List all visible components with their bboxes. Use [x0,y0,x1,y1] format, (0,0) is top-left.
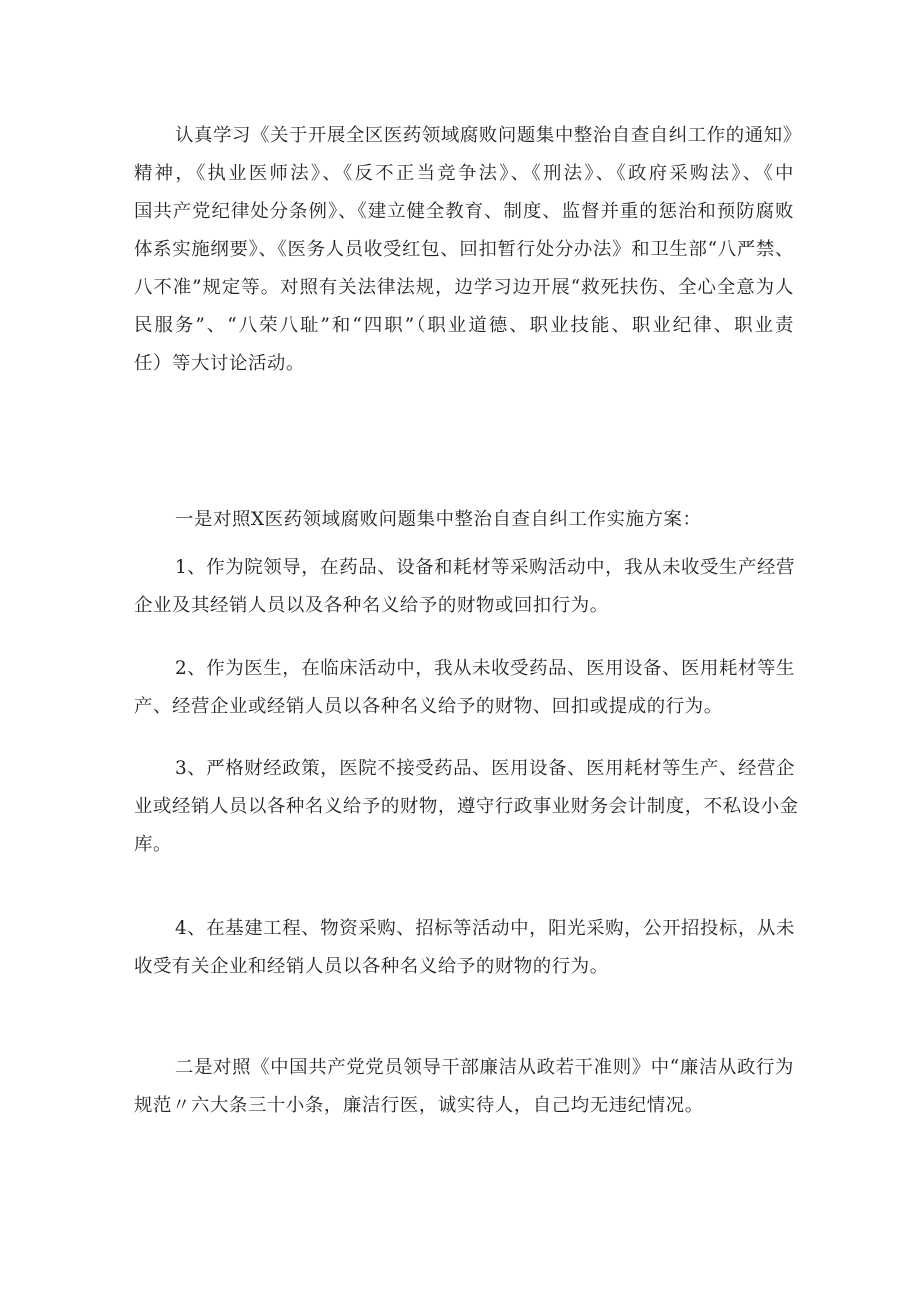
text-line: 任）等大讨论活动。 [134,353,305,374]
text-line: 产、经营企业或经销人员以各种名义给予的财物、回扣或提成的行为。 [134,696,723,717]
paragraph-item-2 [134,650,794,726]
text-line: 规范〃六大条三十小条，廉洁行医，诚实待人，自己均无违纪情况。 [134,1095,704,1116]
text-line: 4、在基建工程、物资采购、招标等活动中，阳光采购，公开招投标，从未 [175,918,796,939]
text-line: 企业及其经销人员以及各种名义给予的财物或回扣行为。 [134,595,609,616]
paragraph-item-4 [134,910,794,986]
paragraph-section-one-heading [134,501,794,539]
paragraph-item-3 [134,750,799,864]
paragraph-item-1 [134,549,794,625]
text-line: 体系实施纲要》、《医务人员收受红包、回扣暂行处分办法》和卫生部“八严禁、 [134,239,794,260]
text-line: 库。 [134,834,172,855]
paragraph-section-two [134,1049,794,1125]
text-line: 二是对照《中国共产党党员领导干部廉洁从政若干准则》中“廉洁从政行为 [175,1057,794,1078]
text-line: 1、作为院领导，在药品、设备和耗材等采购活动中，我从未收受生产经营 [175,557,796,578]
text-line: 精神，《执业医师法》、《反不正当竞争法》、《刑法》、《政府采购法》、《中 [134,163,794,184]
text-line: 八不准”规定等。对照有关法律法规，边学习边开展“救死扶伤、全心全意为人 [134,277,794,298]
text-line: 2、作为医生，在临床活动中，我从未收受药品、医用设备、医用耗材等生 [175,658,796,679]
text-line: 收受有关企业和经销人员以各种名义给予的财物的行为。 [134,956,609,977]
paragraph-study-laws [134,117,802,383]
text-line: 民服务”、“八荣八耻”和“四职”（职业道德、职业技能、职业纪律、职业责 [134,315,794,336]
text-line: 一是对照X医药领域腐败问题集中整治自查自纠工作实施方案： [175,509,702,530]
text-line: 业或经销人员以各种名义给予的财物，遵守行政事业财务会计制度，不私设小金 [134,796,799,817]
text-line: 3、严格财经政策，医院不接受药品、医用设备、医用耗材等生产、经营企 [175,758,796,779]
text-line: 国共产党纪律处分条例》、《建立健全教育、制度、监督并重的惩治和预防腐败 [134,201,794,222]
text-line: 认真学习《关于开展全区医药领域腐败问题集中整治自查自纠工作的通知》 [175,125,802,146]
